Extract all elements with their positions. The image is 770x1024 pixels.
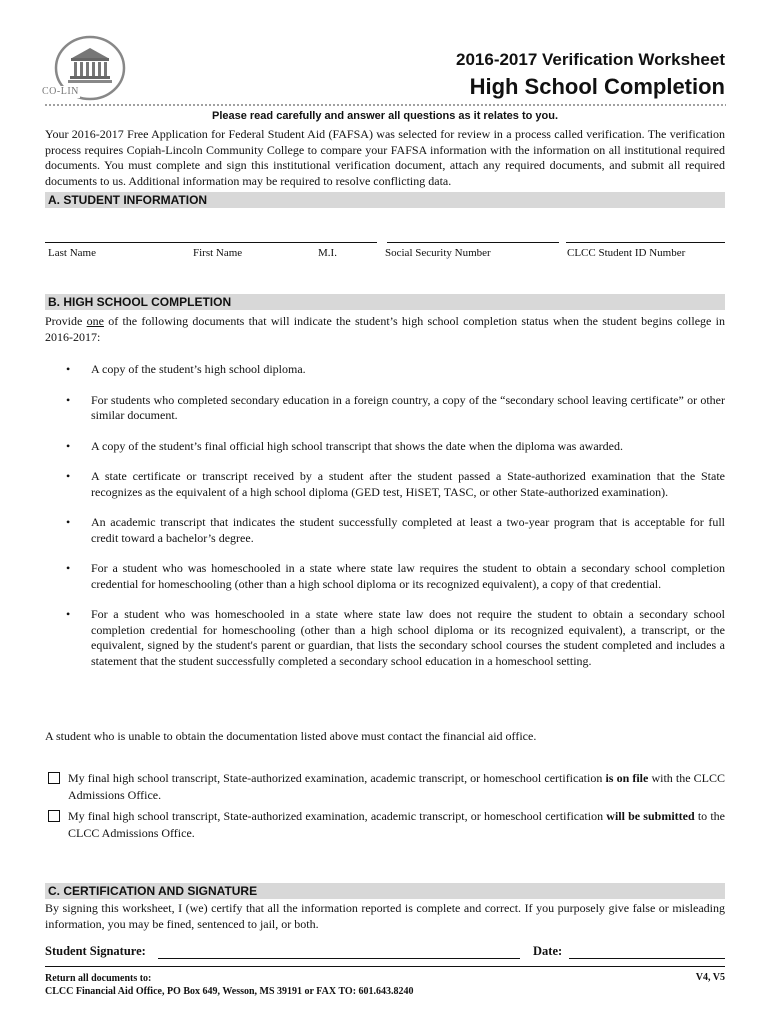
student-id-label: CLCC Student ID Number bbox=[567, 247, 686, 259]
name-field-line[interactable] bbox=[45, 242, 377, 243]
instruction-text: Please read carefully and answer all questions as it relates to you. bbox=[211, 110, 559, 122]
intro-pre-text: Provide bbox=[45, 314, 87, 328]
college-logo bbox=[38, 34, 128, 104]
section-a-heading: A. STUDENT INFORMATION bbox=[45, 192, 725, 208]
section-b-intro bbox=[45, 314, 725, 345]
signature-line[interactable] bbox=[158, 958, 520, 959]
version-label: V4, V5 bbox=[695, 972, 725, 983]
list-item: • For a student who was homeschooled in a state where state law requires the student to obtain a secondary school completion credential for homeschooling (other than a high school diploma or its recognized equivalent), a copy of that credential. bbox=[45, 561, 725, 592]
mi-label: M.I. bbox=[318, 247, 337, 259]
footer-return-label: Return all documents to: bbox=[45, 973, 152, 984]
list-item: • An academic transcript that indicates the student successfully completed at least a two-year program that is acceptable for full credit toward a bachelor’s degree. bbox=[45, 515, 725, 546]
list-item: • A copy of the student’s high school diploma. bbox=[45, 362, 725, 378]
title-block bbox=[456, 50, 725, 100]
footer bbox=[45, 972, 414, 998]
signature-row bbox=[45, 944, 725, 959]
ssn-field-line[interactable] bbox=[387, 242, 559, 243]
worksheet-subtitle: High School Completion bbox=[469, 74, 725, 99]
certification-text: By signing this worksheet, I (we) certify that all the information reported is complete and correct. If you purposely give false or misleading information, you may be fined, sentenced to jail, or both. bbox=[45, 901, 725, 931]
signature-label: Student Signature: bbox=[45, 944, 146, 958]
will-submit-label: My final high school transcript, State-authorized examination, academic transcript, or homeschool certification will be submitted to the CLCC Admissions Office. bbox=[68, 809, 726, 840]
list-item: • For a student who was homeschooled in a state where state law does not require the student to obtain a secondary school completion credential for homeschooling (other than a high school diploma or its recognized equivalent), a transcript, or the equivalent, signed by the student's parent or guardian, that lists the secondary school courses the student completed and includes a statement that the student successfully completed a secondary school education in a homeschool setting. bbox=[45, 607, 725, 669]
intro-emphasis: one bbox=[86, 314, 104, 328]
unable-text: A student who is unable to obtain the documentation listed above must contact the financial aid office. bbox=[45, 729, 537, 743]
last-name-label: Last Name bbox=[48, 247, 96, 259]
intro-paragraph: Your 2016-2017 Free Application for Federal Student Aid (FAFSA) was selected for review in a process called verification. The verification process requires Copiah-Lincoln Community College to compare your FAFSA information with the information on all institutional required documents. You must complete and sign this institutional verification document, attach any required documents, and submit all required documents to us. Additional information may be required to resolve conflicting data. bbox=[45, 127, 725, 188]
footer-address: CLCC Financial Aid Office, PO Box 649, Wesson, MS 39191 or FAX TO: 601.643.8240 bbox=[45, 986, 414, 997]
list-item: • A state certificate or transcript received by a student after the student passed a State-authorized examination that the State recognizes as the equivalent of a high school diploma (GED test, HiSET, TASC, or other State-authorized examination). bbox=[45, 469, 725, 500]
on-file-checkbox[interactable] bbox=[48, 772, 60, 784]
will-submit-checkbox[interactable] bbox=[48, 810, 60, 822]
logo-text: CO-LIN bbox=[42, 86, 79, 97]
date-label: Date: bbox=[533, 944, 563, 958]
option-on-file[interactable] bbox=[45, 770, 725, 804]
worksheet-title: 2016-2017 Verification Worksheet bbox=[456, 50, 725, 69]
dotted-divider bbox=[44, 103, 726, 107]
intro-post-text: of the following documents that will indicate the student’s high school completion status when the student begins college in 2016-2017: bbox=[45, 314, 725, 344]
footer-divider bbox=[45, 966, 725, 967]
list-item: • A copy of the student’s final official high school transcript that shows the date when the diploma was awarded. bbox=[45, 439, 725, 455]
student-id-field-line[interactable] bbox=[566, 242, 725, 243]
on-file-label: My final high school transcript, State-authorized examination, academic transcript, or homeschool certification is on file with the CLCC Admissions Office. bbox=[68, 771, 726, 802]
section-b-heading: B. HIGH SCHOOL COMPLETION bbox=[45, 294, 725, 310]
section-c-heading: C. CERTIFICATION AND SIGNATURE bbox=[45, 883, 725, 899]
ssn-label: Social Security Number bbox=[385, 247, 491, 259]
date-line[interactable] bbox=[569, 958, 725, 959]
first-name-label: First Name bbox=[193, 247, 243, 259]
document-list bbox=[45, 362, 725, 684]
list-item: • For students who completed secondary education in a foreign country, a copy of the “secondary school leaving certificate” or other similar document. bbox=[45, 393, 725, 424]
option-will-submit[interactable] bbox=[45, 808, 725, 842]
